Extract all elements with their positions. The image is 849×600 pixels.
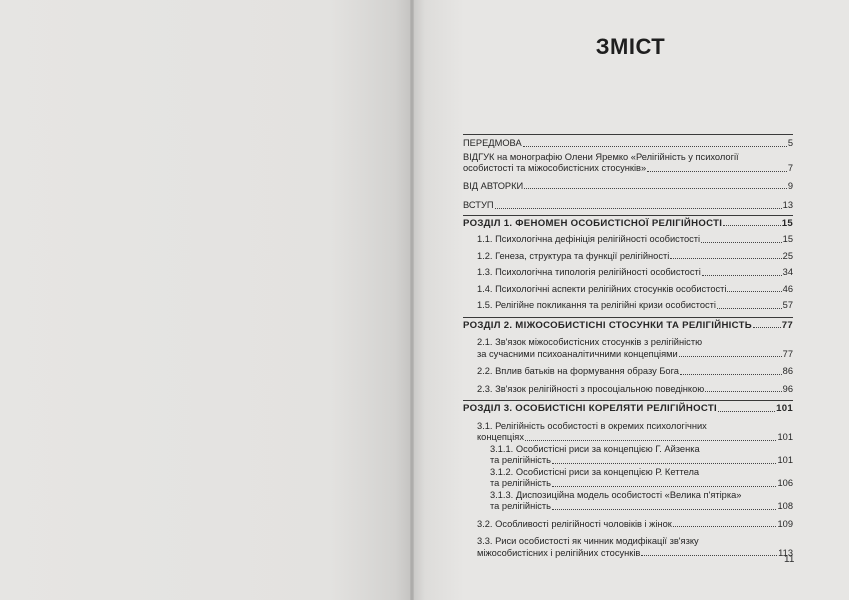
- toc-entry-2-3: [463, 384, 793, 396]
- entry-title-line-2: міжособистісних і релігійних стосунків: [477, 547, 641, 558]
- part-title: РОЗДІЛ 2. МІЖОСОБИСТІСНІ СТОСУНКИ ТА РЕЛІГІЙНІСТЬ: [463, 319, 752, 331]
- book-gutter: [410, 0, 414, 600]
- toc-entry-1-2: [463, 251, 793, 263]
- entry-page: 113: [778, 547, 793, 558]
- entry-page: 96: [782, 383, 793, 394]
- entry-title-line-1: 3.3. Риси особистості як чинник модифікації зв'язку: [477, 536, 699, 546]
- toc-heading: ЗМІСТ: [595, 34, 666, 59]
- dot-leader: [670, 258, 781, 259]
- toc-entry-1-1: [463, 234, 793, 246]
- entry-title-line-1: 3.1. Релігійність особистості в окремих психологічних: [477, 420, 707, 431]
- entry-page: 13: [782, 200, 793, 210]
- toc-entry-3-1-3: [463, 490, 793, 513]
- entry-title-line-2: за сучасними психоаналітичними концепціями: [477, 348, 678, 359]
- dot-leader: [495, 208, 782, 209]
- entry-page: 15: [781, 217, 793, 229]
- left-page: [0, 0, 412, 600]
- entry-page: 101: [777, 432, 793, 442]
- entry-page: 7: [787, 163, 793, 173]
- dot-leader: [705, 391, 781, 392]
- entry-page: 57: [782, 300, 793, 310]
- toc-entry-3-3: [463, 536, 793, 559]
- entry-title: 1.2. Генеза, структура та функції релігійності: [477, 250, 670, 261]
- dot-leader: [525, 440, 777, 441]
- dot-leader: [523, 146, 787, 147]
- dot-leader: [673, 526, 777, 527]
- toc-part-1: [463, 218, 793, 230]
- entry-page: 34: [782, 267, 793, 277]
- entry-title-line-2: та релігійність: [490, 478, 552, 488]
- part-title: РОЗДІЛ 3. ОСОБИСТІСНІ КОРЕЛЯТИ РЕЛІГІЙНОСТІ: [463, 403, 717, 414]
- entry-title: ВСТУП: [463, 200, 494, 210]
- entry-title-line-2: особистості та міжособистісних стосунків»: [463, 163, 647, 173]
- dot-leader: [524, 188, 787, 189]
- dot-leader: [641, 555, 777, 556]
- toc-entry-3-1-1: [463, 444, 793, 467]
- toc-entry-2-1: [463, 337, 793, 360]
- entry-title-line-2: та релігійність: [490, 455, 552, 465]
- toc-entry-1-5: [463, 300, 793, 312]
- dot-leader: [727, 291, 781, 292]
- toc-entry-3-1: [463, 421, 793, 444]
- dot-leader: [552, 509, 776, 510]
- toc-entry-peredmova: [463, 138, 793, 150]
- toc-part-2: [463, 320, 793, 332]
- entry-title-line-1: ВІДГУК на монографію Олени Яремко «Релігійність у психології: [463, 151, 739, 162]
- entry-page: 86: [782, 366, 793, 376]
- entry-title: 1.1. Психологічна дефініція релігійності особистості: [477, 234, 701, 244]
- entry-title-line-1: 2.1. Зв'язок міжособистісних стосунків з релігійністю: [477, 337, 703, 347]
- toc-entry-vstup: [463, 200, 793, 212]
- entry-page: 101: [776, 403, 793, 414]
- toc-entry-3-2: [463, 519, 793, 531]
- table-of-contents: [463, 134, 793, 559]
- dot-leader: [701, 242, 782, 243]
- dot-leader: [753, 327, 781, 328]
- entry-title-line-2: концепціях: [477, 432, 524, 442]
- dot-leader: [717, 308, 782, 309]
- entry-title: 3.2. Особливості релігійності чоловіків і жінок: [477, 518, 672, 529]
- part-title: РОЗДІЛ 1. ФЕНОМЕН ОСОБИСТІСНОЇ РЕЛІГІЙНОСТІ: [463, 217, 723, 229]
- entry-page: 9: [787, 180, 793, 191]
- toc-entry-2-2: [463, 366, 793, 378]
- toc-entry-1-4: [463, 284, 793, 296]
- dot-leader: [680, 374, 782, 375]
- dot-leader: [718, 411, 775, 412]
- entry-page: 77: [782, 348, 793, 359]
- entry-page: 108: [777, 501, 793, 511]
- toc-entry-3-1-2: [463, 467, 793, 490]
- dot-leader: [723, 225, 780, 226]
- dot-leader: [679, 356, 782, 357]
- entry-title-line-1: 3.1.2. Особистісні риси за концепцією Р. Кеттела: [490, 466, 700, 477]
- toc-part-3: [463, 403, 793, 415]
- dot-leader: [552, 486, 776, 487]
- entry-page: 77: [781, 319, 793, 331]
- entry-page: 15: [782, 234, 793, 244]
- dot-leader: [552, 463, 776, 464]
- entry-page: 101: [777, 455, 793, 465]
- entry-page: 46: [782, 283, 793, 294]
- entry-page: 25: [782, 250, 793, 261]
- entry-title-line-1: 3.1.1. Особистісні риси за концепцією Г. Айзенка: [490, 443, 700, 454]
- entry-page: 106: [777, 478, 793, 488]
- toc-entry-vid-avtorky: [463, 181, 793, 193]
- entry-title-line-1: 3.1.3. Диспозиційна модель особистості «Велика п'ятірка»: [490, 489, 742, 500]
- dot-leader: [702, 275, 782, 276]
- toc-entry-1-3: [463, 267, 793, 279]
- entry-title: 1.3. Психологічна типологія релігійності особистості: [477, 267, 701, 277]
- entry-title: 2.3. Зв'язок релігійності з просоціальною поведінкою: [477, 383, 705, 394]
- entry-title: ПЕРЕДМОВА: [463, 138, 522, 148]
- entry-title: 1.5. Релігійне покликання та релігійні кризи особистості: [477, 300, 716, 310]
- page-number: 11: [784, 554, 795, 565]
- entry-title-line-2: та релігійність: [490, 501, 552, 511]
- entry-page: 109: [777, 518, 793, 529]
- entry-title: 1.4. Психологічні аспекти релігійних стосунків особистості: [477, 283, 727, 294]
- entry-title: 2.2. Вплив батьків на формування образу Бога: [477, 366, 679, 376]
- toc-entry-vidguk: [463, 152, 793, 175]
- entry-title: ВІД АВТОРКИ: [463, 180, 524, 191]
- entry-page: 5: [787, 138, 793, 148]
- dot-leader: [647, 171, 787, 172]
